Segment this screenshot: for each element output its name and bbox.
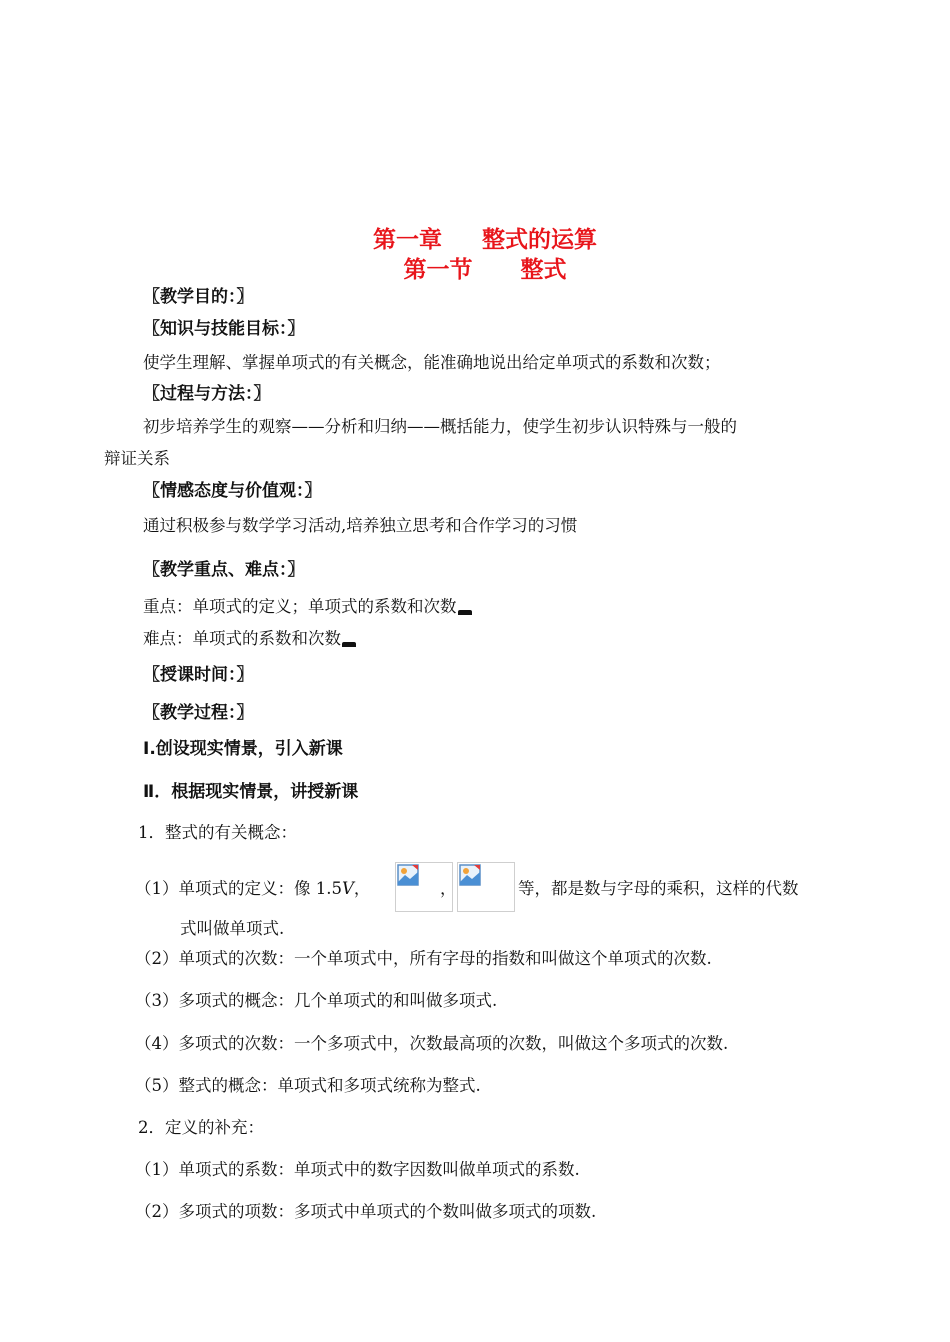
comma-2: ， [440,879,457,898]
supplement-heading: 2．定义的补充： [138,1118,264,1137]
section-title: 第一节 整式 [403,257,567,283]
difficulty-line [143,628,356,650]
definition-1-suffix: 等，都是数与字母的乘积，这样的代数 [518,879,799,898]
focus-text: 重点：单项式的定义；单项式的系数和次数 [143,597,457,616]
time-heading: 〖授课时间：〗 [143,665,254,685]
definition-1-prefix: （1）单项式的定义：像 1.5 [135,879,342,898]
anchor-mark-icon [458,610,472,615]
step-one: Ⅰ.创设现实情景，引入新课 [143,739,343,759]
broken-image-icon [397,864,419,886]
concepts-heading: 1．整式的有关概念： [138,823,297,842]
definition-5: （5）整式的概念：单项式和多项式统称为整式. [135,1076,481,1095]
definition-4: （4）多项式的次数：一个多项式中，次数最高项的次数，叫做这个多项式的次数. [135,1034,729,1053]
process-method-text-cont: 辩证关系 [104,449,170,468]
supplement-item-1: （1）单项式的系数：单项式中的数字因数叫做单项式的系数. [135,1160,580,1179]
supplement-item-2: （2）多项式的项数：多项式中单项式的个数叫做多项式的项数. [135,1202,597,1221]
variable-v: V [341,879,354,898]
knowledge-text: 使学生理解、掌握单项式的有关概念，能准确地说出给定单项式的系数和次数； [143,353,721,372]
process-method-text: 初步培养学生的观察——分析和归纳——概括能力，使学生初步认识特殊与一般的 [143,417,737,436]
key-points-heading: 〖教学重点、难点：〗 [143,560,305,580]
process-method-heading: 〖过程与方法：〗 [143,384,271,404]
teaching-process-heading: 〖教学过程：〗 [143,703,254,723]
attitude-text: 通过积极参与数学学习活动,培养独立思考和合作学习的习惯 [143,516,578,535]
image-placeholder-2 [457,862,515,912]
anchor-mark-icon [342,642,356,647]
definition-2: （2）单项式的次数：一个单项式中，所有字母的指数和叫做这个单项式的次数. [135,949,712,968]
definition-1-cont: 式叫做单项式. [180,919,285,938]
broken-image-icon [459,864,481,886]
difficulty-text: 难点：单项式的系数和次数 [143,629,341,648]
definition-1-line [135,878,370,900]
attitude-heading: 〖情感态度与价值观：〗 [143,481,322,501]
knowledge-heading: 〖知识与技能目标：〗 [143,319,305,339]
step-two: Ⅱ．根据现实情景，讲授新课 [143,782,359,802]
definition-3: （3）多项式的概念：几个单项式的和叫做多项式. [135,991,498,1010]
objectives-heading: 〖教学目的：〗 [143,287,254,307]
chapter-title: 第一章 整式的运算 [372,227,598,253]
comma: ， [353,879,371,898]
focus-line [143,596,472,618]
